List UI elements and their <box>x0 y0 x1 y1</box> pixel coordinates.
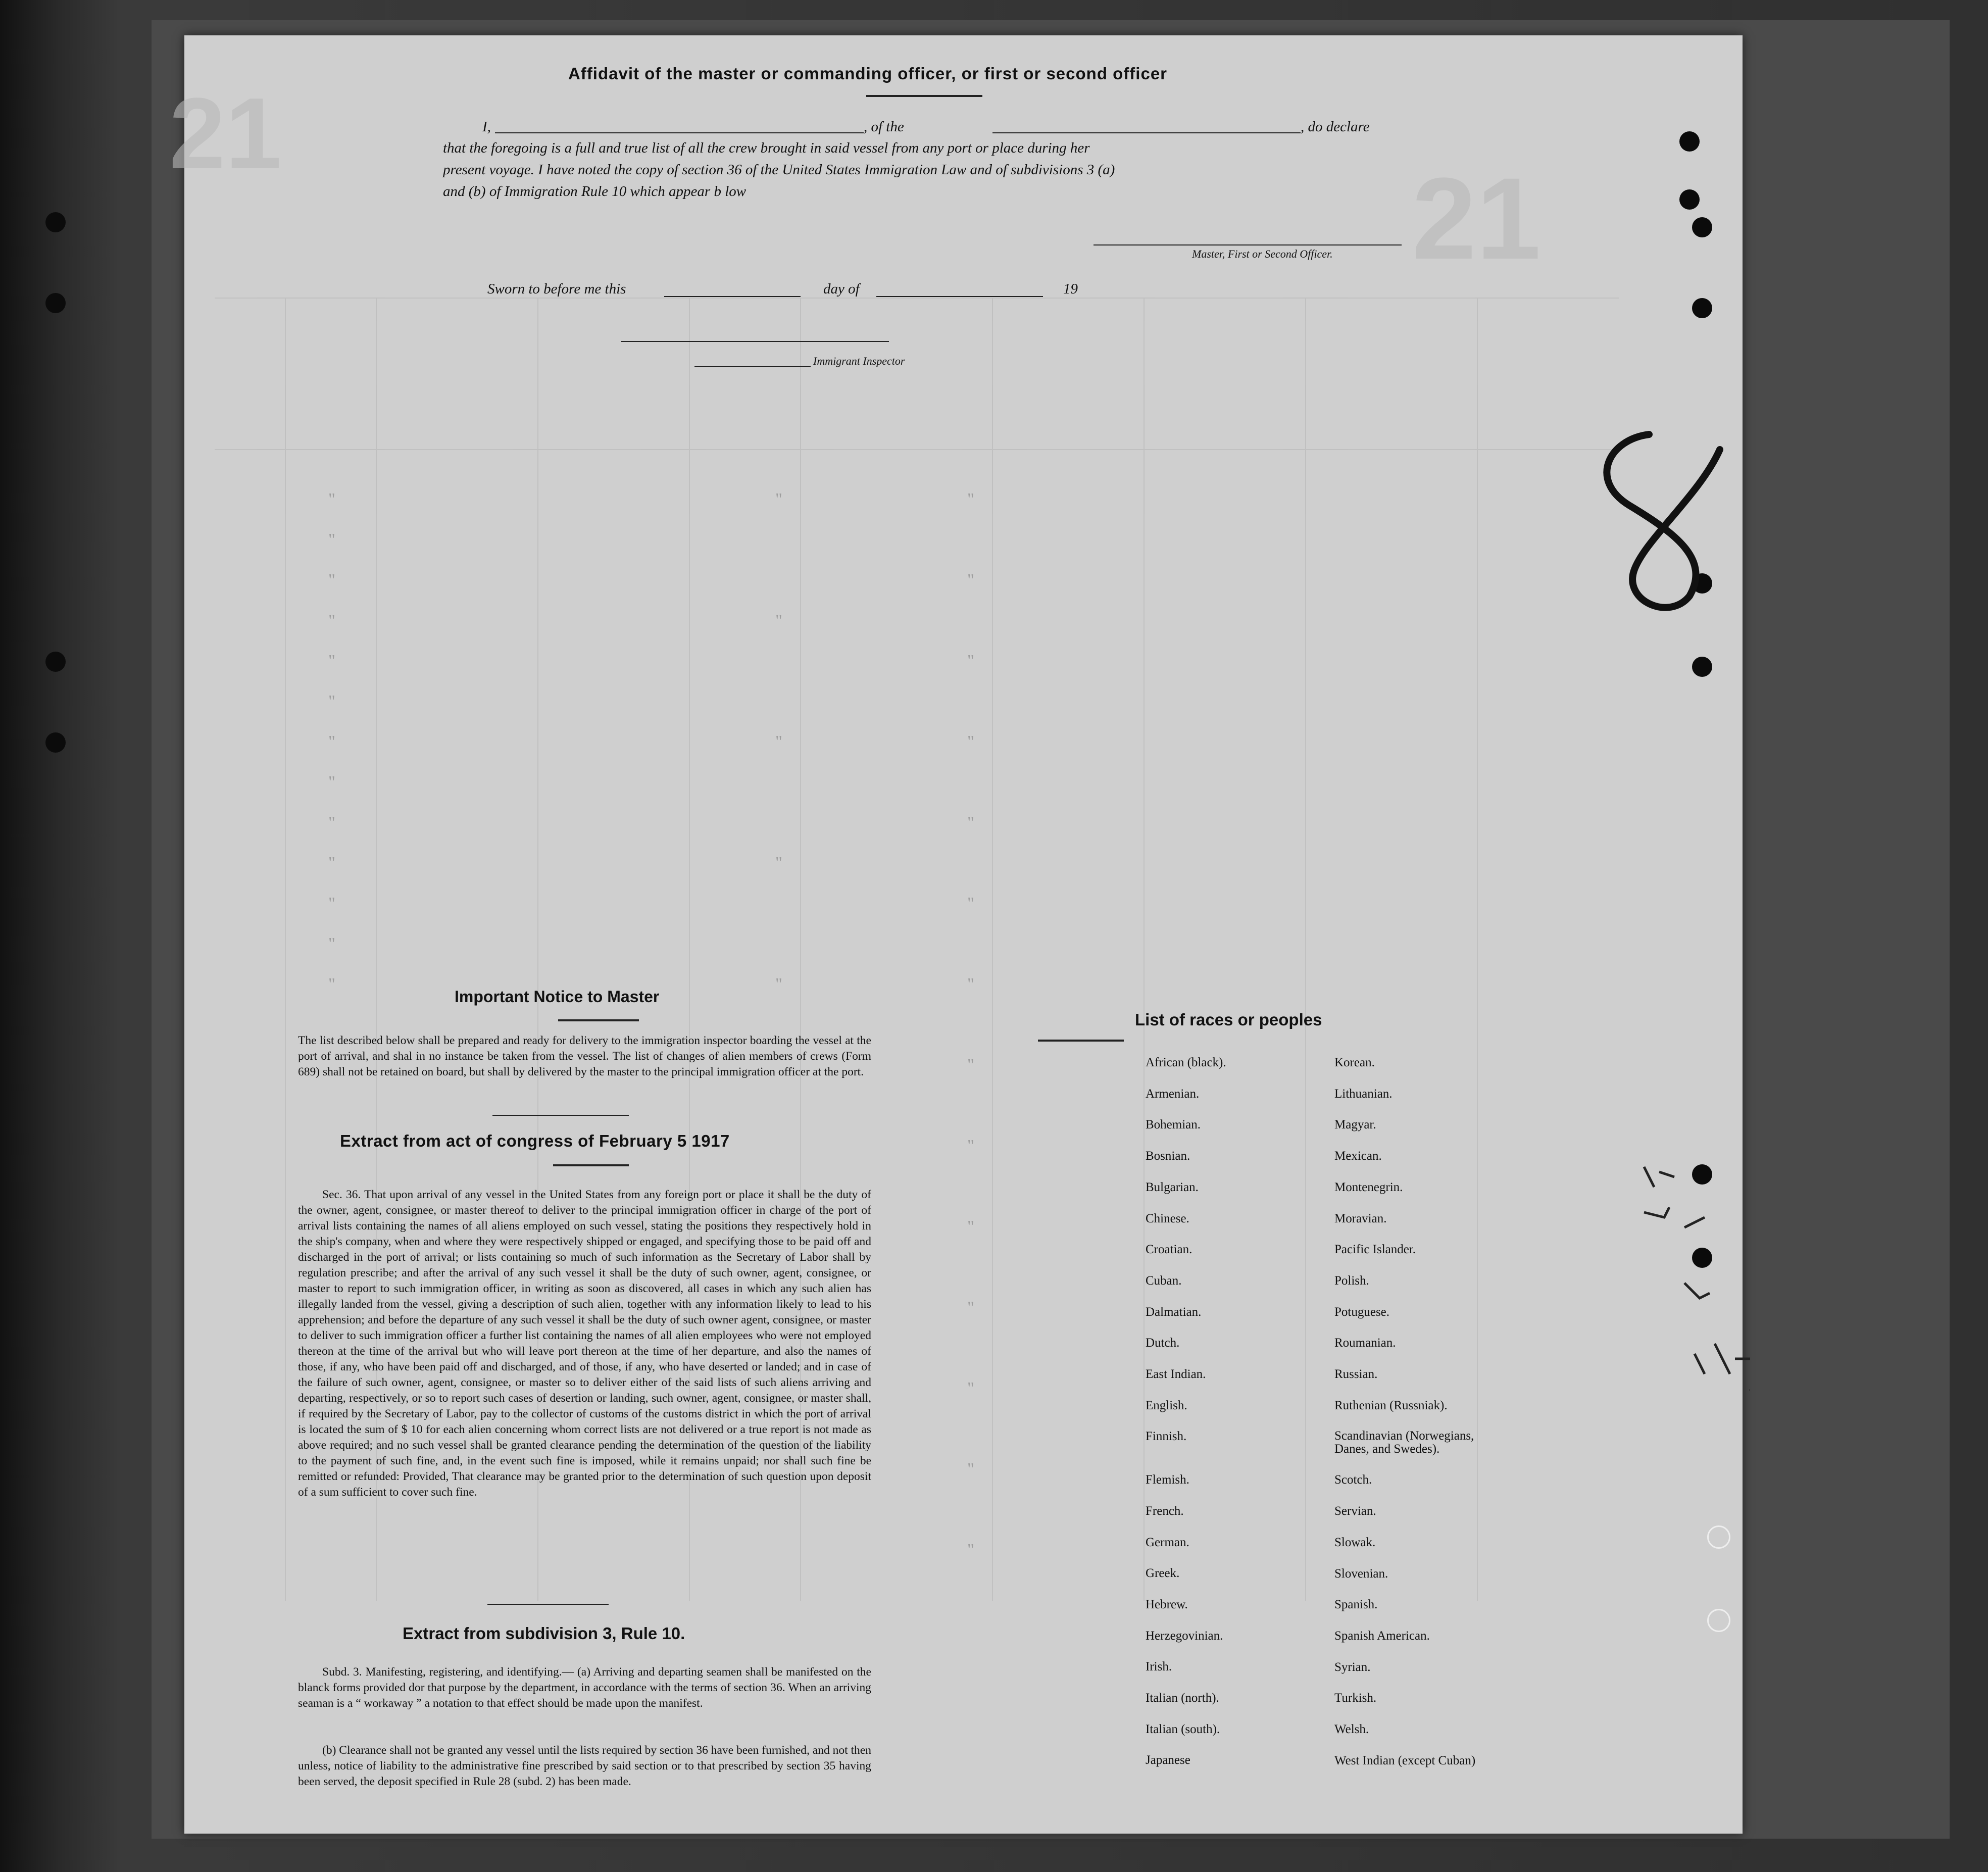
affidavit-title: Affidavit of the master or commanding officer, or first or second officer <box>568 64 1168 83</box>
race-item: East Indian. <box>1146 1367 1206 1381</box>
extract-rule-title: Extract from subdivision 3, Rule 10. <box>403 1624 685 1643</box>
races-right-column <box>1334 1056 1617 1813</box>
race-item: Roumanian. <box>1334 1336 1396 1350</box>
race-item: Hebrew. <box>1146 1597 1188 1611</box>
race-item: Chinese. <box>1146 1211 1189 1225</box>
affidavit-line-1-of-the: , of the <box>864 119 904 135</box>
affidavit-line-4: and (b) of Immigration Rule 10 which appear b low <box>443 183 747 200</box>
divider <box>492 1115 629 1116</box>
race-item: Spanish American. <box>1334 1629 1430 1643</box>
notice-underline <box>558 1019 639 1021</box>
race-item: Flemish. <box>1146 1473 1189 1487</box>
race-item: Moravian. <box>1334 1211 1387 1225</box>
document-page: 21 21 " " " " " " " " " " " " " " " " " " " " " " " " " " " " " " " " Affidavit of the master or commanding officer, or first or second officer I, , of the , do declare that the foregoing is a full and true list of all the crew brought in said vessel from any port or place during her present voyage. I have noted the copy of section 36 of the United States Immigration Law and of subdivisions 3 (a) and (b) of Immigration Rule 10 which appear b low Master, First or Second Officer. Sworn to before me this day of 19 Immigrant Inspector Important Notice to Master The list described below shall be prepared and ready for delivery to the immigration inspector boarding the vessel at the port of arrival, and shal in no instance be taken from the vessel. The list of changes of alien members of crews (Form 689) shall not be retained on board, but shall by delivered by the master to the principal immigration officer at the port. Extract from act of congress of February 5 1917 Sec. 36. That upon arrival of any vessel in the United States from any foreign port or place it shall be the duty of the owner, agent, consignee, or master thereof to deliver to the principal immigration officer in charge of the port of arrival lists containing the names of all aliens employed on such vessel, stating the positions they respectively hold in the ship's company, when and where they were respectively shipped or engaged, and specifying those to be paid off and discharged in the port of arrival; or lists containing so much of such information as the Secretary of Labor shall by regulation prescribe; and after the arrival of any such vessel it shall be the duty of such owner, agent, consignee, or master to report to such immigration officer, in writing as soon as discovered, all cases in which any such alien has illegally landed from the vessel, giving a description of such alien, together with any information likely to lead to his apprehension; and before the departure of any such vessel it shall be the duty of such owner agent, consignee, or master to deliver to such immigration officer a further list containing the names of all alien employees who were not employed thereon at the time of the arrival but who will leave port thereon at the time of her departure, and also the names of those, if any, who have been paid off and discharged, and of those, if any, who have deserted or landed; and in case of the failure of such owner, agent, consignee, or master so to deliver either of the said lists of such aliens arriving and departing, respectively, or so to report such cases of desertion or landing, such owner, agent, consignee, or master shall, if required by the Secretary of Labor, pay to the collector of customs of the customs district in which the port of arrival is located the sum of $ 10 for each alien concerning whom correct lists are not delivered or a true report is not made as above required; and no such vessel shall be granted clearance pending the determination of the question of the liability to the payment of such fine, and, in the event such fine is imposed, while it remains unpaid; nor shall such fine be remitted or refunded: Provided, That clearance may be granted prior to the determination of such question upon deposit of a sum sufficient to cover such fine. Extract from subdivision 3, Rule 10. Subd. 3. Manifesting, registering, and identifying.— (a) Arriving and departing seamen shall be manifested on the blanck forms provided dor that purpose by the department, in accordance with the terms of section 36. When an arriving seaman is a “ workaway ” a notation to that effect should be made upon the manifest. (b) Clearance shall not be granted any vessel until the lists required by section 36 have been furnished, and not then unless, notice of liability to the administrative fine prescribed by said section or to that prescribed by section 35 having been served, the deposit specified in Rule 28 (subd. 2) has been made. List of races or peoples African (black). Armenian. Bohemian. Bosnian. Bulgarian. Chinese. Croatian. Cuban. Dalmatian. Dutch. East Indian. English. Finnish. Flemish. French. German. Greek. Hebrew. Herzegovinian. Irish. Italian (north). Italian (south). Japanese Korean. Lithuanian. Magyar. Mexican. Montenegrin. Moravian. Pacific Islander. Polish. Potuguese. Roumanian. Russian. Ruthenian (Russniak). Scandinavian (Norwegians, Danes, and Swedes). Scotch. Servian. Slowak. Slovenian. Spanish. Spanish American. Syrian. Turkish. Welsh. West Indian (except Cuban) <box>184 35 1743 1834</box>
binder-hole <box>45 732 66 753</box>
sworn-text: Sworn to before me this <box>487 281 626 297</box>
race-item: English. <box>1146 1398 1187 1412</box>
race-item: Syrian. <box>1334 1660 1371 1674</box>
blank-day-line <box>664 296 801 297</box>
notice-text: The list described below shall be prepared and ready for delivery to the immigration inspector boarding the vessel at the port of arrival, and shal in no instance be taken from the vessel. The list of changes of alien members of crews (Form 689) shall not be retained on board, but shall by delivered by the master to the principal immigration officer at the port. <box>298 1034 871 1078</box>
race-item: Armenian. <box>1146 1087 1200 1101</box>
race-item: Bosnian. <box>1146 1149 1190 1163</box>
race-item: Welsh. <box>1334 1722 1369 1736</box>
race-item: Scotch. <box>1334 1473 1372 1487</box>
title-underline <box>866 95 982 97</box>
day-of-text: day of <box>823 281 860 297</box>
races-left-column <box>1146 1056 1317 1813</box>
race-item: Russian. <box>1334 1367 1378 1381</box>
year-text: 19 <box>1063 281 1078 297</box>
affidavit-line-1-i: I, <box>482 119 491 135</box>
inspector-signature-line <box>621 341 889 342</box>
races-title: List of races or peoples <box>1135 1010 1322 1029</box>
blank-name-line <box>495 132 864 133</box>
race-item: Montenegrin. <box>1334 1180 1403 1194</box>
race-item: Italian (north). <box>1146 1691 1219 1705</box>
race-item: West Indian (except Cuban) <box>1334 1753 1476 1767</box>
inspector-caption: Immigrant Inspector <box>813 355 905 367</box>
race-item: Scandinavian (Norwegians, Danes, and Swedes). <box>1334 1429 1474 1456</box>
blank-month-line <box>876 296 1043 297</box>
race-item: Mexican. <box>1334 1149 1382 1163</box>
binder-ring <box>1707 1525 1730 1549</box>
binder-hole <box>45 212 66 232</box>
race-item: Japanese <box>1146 1753 1190 1767</box>
extract-act-title: Extract from act of congress of February 5 1917 <box>340 1131 730 1150</box>
race-item: Polish. <box>1334 1273 1369 1288</box>
handwritten-mark <box>1548 419 1750 621</box>
binder-hole <box>1692 657 1712 677</box>
race-item: Cuban. <box>1146 1273 1182 1288</box>
races-underline <box>1038 1040 1124 1042</box>
signature-caption: Master, First or Second Officer. <box>1192 248 1333 260</box>
rule-10-subd-a-text: Subd. 3. Manifesting, registering, and identifying.— (a) Arriving and departing seamen shall be manifested on the blanck forms provided dor that purpose by the department, in accordance with the terms of section 36. When an arriving seaman is a “ workaway ” a notation to that effect should be made upon the manifest. <box>298 1665 871 1710</box>
race-item: Dalmatian. <box>1146 1305 1202 1319</box>
race-item: Slowak. <box>1334 1535 1376 1549</box>
race-item: Italian (south). <box>1146 1722 1220 1736</box>
signature-line <box>1094 244 1402 245</box>
inspector-short-line <box>694 366 811 367</box>
race-item: Magyar. <box>1334 1118 1376 1132</box>
affidavit-line-1-declare: , do declare <box>1301 119 1370 135</box>
affidavit-line-3: present voyage. I have noted the copy of section 36 of the United States Immigration Law and of subdivisions 3 (a) <box>443 162 1115 178</box>
race-item: Irish. <box>1146 1660 1172 1674</box>
binder-hole <box>1692 217 1712 237</box>
race-item: Potuguese. <box>1334 1305 1390 1319</box>
ghost-stamp-number: 21 <box>169 77 282 190</box>
binder-hole <box>1692 298 1712 318</box>
section-36-text: Sec. 36. That upon arrival of any vessel in the United States from any foreign port or place it shall be the duty of the owner, agent, consignee, or master thereof to deliver to the principal immigration officer in charge of the port of arrival lists containing the names of all aliens employed on such vessel, stating the positions they respectively hold in the ship's company, when and where they were respectively shipped or engaged, and specifying those to be paid off and discharged in the port of arrival; or lists containing so much of such information as the Secretary of Labor shall by regulation prescribe; and after the arrival of any such vessel it shall be the duty of such owner, agent, consignee, or master to report to such immigration officer, in writing as soon as discovered, all cases in which any such alien has illegally landed from the vessel, giving a description of such alien, together with any information likely to lead to his apprehension; and before the departure of any such vessel it shall be the duty of such owner agent, consignee, or master to deliver to such immigration officer a further list containing the names of all alien employees who were not employed thereon at the time of the arrival but who will leave port thereon at the time of her departure, and also the names of those, if any, who have been paid off and discharged, and of those, if any, who have deserted or landed; and in case of the failure of such owner, agent, consignee, or master so to deliver either of the said lists of such aliens arriving and departing, respectively, or so to report such cases of desertion or landing, such owner, agent, consignee, or master shall, if required by the Secretary of Labor, pay to the collector of customs of the customs district in which the port of arrival is located the sum of $ 10 for each alien concerning whom correct lists are not delivered or a true report is not made as above required; and no such vessel shall be granted clearance pending the determination of the question of the liability to the payment of such fine, and, in the event such fine is imposed, while it remains unpaid; nor shall such fine be remitted or refunded: Provided, That clearance may be granted prior to the determination of such question upon deposit of a sum sufficient to cover such fine. <box>298 1188 871 1499</box>
race-item: Lithuanian. <box>1334 1087 1393 1101</box>
rule-10-subd-b-text: (b) Clearance shall not be granted any vessel until the lists required by section 36 have been furnished, and not then unless, notice of liability to the administrative fine prescribed by said section or to that prescribed by section 35 having been served, the deposit specified in Rule 28 (subd. 2) has been made. <box>298 1744 871 1788</box>
race-item: Greek. <box>1146 1566 1180 1581</box>
race-item: German. <box>1146 1535 1189 1549</box>
binder-hole <box>45 652 66 672</box>
binder-ring <box>1707 1609 1730 1632</box>
race-item: African (black). <box>1146 1056 1226 1069</box>
notice-title: Important Notice to Master <box>455 988 660 1006</box>
race-item: French. <box>1146 1504 1184 1518</box>
extract-act-underline <box>553 1164 629 1166</box>
affidavit-line-2: that the foregoing is a full and true list of all the crew brought in said vessel from any port or place during her <box>443 140 1090 156</box>
race-item: Bohemian. <box>1146 1118 1201 1132</box>
race-item: Pacific Islander. <box>1334 1243 1416 1257</box>
race-item: Korean. <box>1334 1056 1375 1069</box>
handwritten-annotation <box>1634 1157 1750 1440</box>
divider <box>487 1604 609 1605</box>
blank-vessel-line <box>992 132 1301 133</box>
binder-hole <box>1679 131 1700 152</box>
ghost-stamp-number: 21 <box>1412 154 1541 283</box>
race-item: Spanish. <box>1334 1598 1378 1612</box>
race-item: Dutch. <box>1146 1336 1180 1350</box>
race-item: Bulgarian. <box>1146 1180 1199 1194</box>
binder-hole <box>1679 189 1700 210</box>
race-item: Finnish. <box>1146 1430 1187 1444</box>
race-item: Croatian. <box>1146 1243 1192 1257</box>
race-item: Herzegovinian. <box>1146 1629 1223 1643</box>
race-item: Ruthenian (Russniak). <box>1334 1398 1448 1412</box>
race-item: Slovenian. <box>1334 1566 1388 1581</box>
race-item: Servian. <box>1334 1504 1376 1518</box>
binder-hole <box>45 293 66 313</box>
race-item: Turkish. <box>1334 1691 1377 1705</box>
